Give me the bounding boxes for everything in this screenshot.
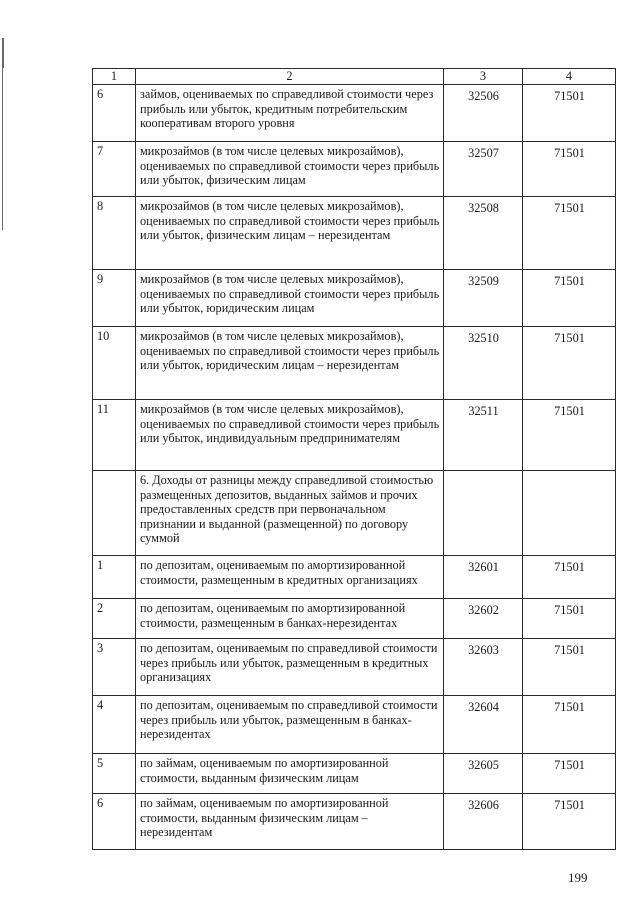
header-col-3: 3 — [444, 69, 523, 85]
row-code: 32509 — [444, 270, 523, 327]
row-description: микрозаймов (в том числе целевых микрозаймов), оцениваемых по справедливой стоимости через прибыль или убыток, юридическим лицам – нерезидентам — [136, 327, 444, 400]
row-number: 11 — [93, 400, 136, 471]
row-number: 8 — [93, 197, 136, 270]
header-col-2: 2 — [136, 69, 444, 85]
row-account: 71501 — [523, 327, 616, 400]
table-row — [93, 400, 616, 471]
row-account: 71501 — [523, 400, 616, 471]
row-number: 4 — [93, 696, 136, 754]
table-row — [93, 270, 616, 327]
row-number: 6 — [93, 85, 136, 142]
row-description: микрозаймов (в том числе целевых микрозаймов), оцениваемых по справедливой стоимости через прибыль или убыток, индивидуальным предпринимателям — [136, 400, 444, 471]
table-row — [93, 85, 616, 142]
row-account: 71501 — [523, 197, 616, 270]
row-code: 32604 — [444, 696, 523, 754]
page-number: 199 — [568, 870, 588, 885]
row-code: 32506 — [444, 85, 523, 142]
accounts-table — [92, 68, 616, 850]
row-description: микрозаймов (в том числе целевых микрозаймов), оцениваемых по справедливой стоимости через прибыль или убыток, физическим лицам – нерезидентам — [136, 197, 444, 270]
table-row — [93, 794, 616, 850]
row-account: 71501 — [523, 639, 616, 696]
row-code: 32601 — [444, 556, 523, 599]
row-account — [523, 471, 616, 556]
row-description: 6. Доходы от разницы между справедливой стоимостью размещенных депозитов, выданных займов и прочих предоставленных средств при первоначальном признании и выданной (размещенной) по договору суммой — [136, 471, 444, 556]
row-description: по займам, оцениваемым по амортизированной стоимости, выданным физическим лицам — [136, 754, 444, 794]
row-code: 32606 — [444, 794, 523, 850]
table-row — [93, 142, 616, 197]
header-col-4: 4 — [523, 69, 616, 85]
table-row — [93, 556, 616, 599]
row-number: 7 — [93, 142, 136, 197]
table-row — [93, 599, 616, 639]
row-account: 71501 — [523, 794, 616, 850]
row-description: микрозаймов (в том числе целевых микрозаймов), оцениваемых по справедливой стоимости через прибыль или убыток, физическим лицам — [136, 142, 444, 197]
row-code — [444, 471, 523, 556]
row-description: по депозитам, оцениваемым по амортизированной стоимости, размещенным в кредитных организациях — [136, 556, 444, 599]
table-row — [93, 197, 616, 270]
table-row — [93, 327, 616, 400]
row-code: 32507 — [444, 142, 523, 197]
row-number: 3 — [93, 639, 136, 696]
row-description: по займам, оцениваемым по амортизированной стоимости, выданным физическим лицам – нерезидентам — [136, 794, 444, 850]
row-account: 71501 — [523, 270, 616, 327]
row-description: по депозитам, оцениваемым по амортизированной стоимости, размещенным в банках-нерезидентах — [136, 599, 444, 639]
row-account: 71501 — [523, 754, 616, 794]
row-number: 1 — [93, 556, 136, 599]
row-number: 10 — [93, 327, 136, 400]
row-code: 32602 — [444, 599, 523, 639]
row-account: 71501 — [523, 142, 616, 197]
row-number — [93, 471, 136, 556]
table-row — [93, 754, 616, 794]
row-number: 2 — [93, 599, 136, 639]
row-description: по депозитам, оцениваемым по справедливой стоимости через прибыль или убыток, размещенным в банках-нерезидентах — [136, 696, 444, 754]
row-description: микрозаймов (в том числе целевых микрозаймов), оцениваемых по справедливой стоимости через прибыль или убыток, юридическим лицам — [136, 270, 444, 327]
row-code: 32511 — [444, 400, 523, 471]
row-description: займов, оцениваемых по справедливой стоимости через прибыль или убыток, кредитным потребительским кооперативам второго уровня — [136, 85, 444, 142]
row-number: 5 — [93, 754, 136, 794]
header-col-1: 1 — [93, 69, 136, 85]
row-code: 32508 — [444, 197, 523, 270]
row-account: 71501 — [523, 556, 616, 599]
table-row — [93, 696, 616, 754]
row-number: 9 — [93, 270, 136, 327]
row-account: 71501 — [523, 85, 616, 142]
row-number: 6 — [93, 794, 136, 850]
table-row — [93, 471, 616, 556]
row-code: 32603 — [444, 639, 523, 696]
row-account: 71501 — [523, 599, 616, 639]
row-account: 71501 — [523, 696, 616, 754]
table-row — [93, 639, 616, 696]
table-header-row — [93, 69, 616, 85]
row-code: 32605 — [444, 754, 523, 794]
row-description: по депозитам, оцениваемым по справедливой стоимости через прибыль или убыток, размещенным в кредитных организациях — [136, 639, 444, 696]
scan-margin-mark — [2, 60, 3, 230]
row-code: 32510 — [444, 327, 523, 400]
